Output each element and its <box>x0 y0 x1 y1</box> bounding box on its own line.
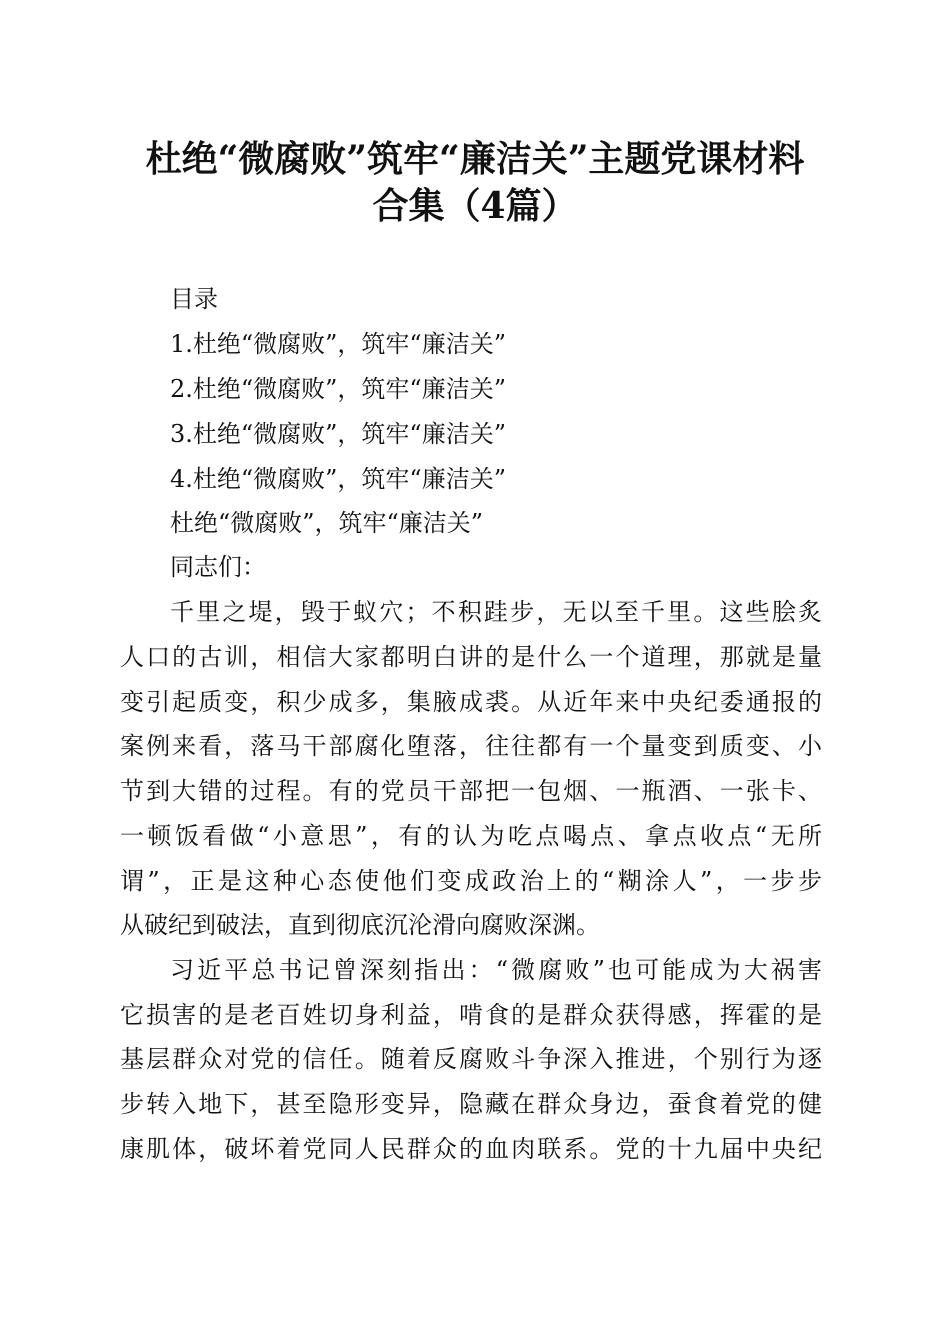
paragraph-2-line-4: 步转入地下，甚至隐形变异，隐藏在群众身边，蚕食着党的健 <box>120 1090 822 1118</box>
toc-item-2: 2.杜绝“微腐败”，筑牢“廉洁关” <box>170 375 506 403</box>
paragraph-1-line-2: 人口的古训，相信大家都明白讲的是什么一个道理，那就是量 <box>120 643 822 671</box>
paragraph-1-line-5: 节到大错的过程。有的党员干部把一包烟、一瓶酒、一张卡、 <box>120 777 822 805</box>
paragraph-1-line-6: 一顿饭看做“小意思”，有的认为吃点喝点、拿点收点“无所 <box>120 822 822 850</box>
salutation: 同志们： <box>170 553 266 581</box>
paragraph-1-line-8: 从破纪到破法，直到彻底沉沦滑向腐败深渊。 <box>120 911 600 939</box>
document-title-line-1: 杜绝“微腐败”筑牢“廉洁关”主题党课材料 <box>145 138 805 180</box>
toc-item-3: 3.杜绝“微腐败”，筑牢“廉洁关” <box>170 420 506 448</box>
document-title-line-2: 合集（4篇） <box>372 185 578 227</box>
paragraph-1-line-1: 千里之堤，毁于蚁穴；不积跬步，无以至千里。这些脍炙 <box>170 598 822 626</box>
paragraph-2-line-5: 康肌体，破坏着党同人民群众的血肉联系。党的十九届中央纪 <box>120 1135 822 1163</box>
section-title: 杜绝“微腐败”，筑牢“廉洁关” <box>170 509 484 537</box>
paragraph-1-line-7: 谓”，正是这种心态使他们变成政治上的“糊涂人”，一步步 <box>120 867 822 895</box>
paragraph-2-line-2: 它损害的是老百姓切身利益，啃食的是群众获得感，挥霍的是 <box>120 1001 822 1029</box>
toc-heading: 目录 <box>170 285 218 313</box>
toc-item-1: 1.杜绝“微腐败”，筑牢“廉洁关” <box>170 330 506 358</box>
toc-item-4: 4.杜绝“微腐败”，筑牢“廉洁关” <box>170 465 506 493</box>
paragraph-1-line-4: 案例来看，落马干部腐化堕落，往往都有一个量变到质变、小 <box>120 732 822 760</box>
paragraph-1-line-3: 变引起质变，积少成多，集腋成裘。从近年来中央纪委通报的 <box>120 688 822 716</box>
paragraph-2-line-1: 习近平总书记曾深刻指出：“微腐败”也可能成为大祸害 <box>170 956 822 984</box>
paragraph-2-line-3: 基层群众对党的信任。随着反腐败斗争深入推进，个别行为逐 <box>120 1045 822 1073</box>
